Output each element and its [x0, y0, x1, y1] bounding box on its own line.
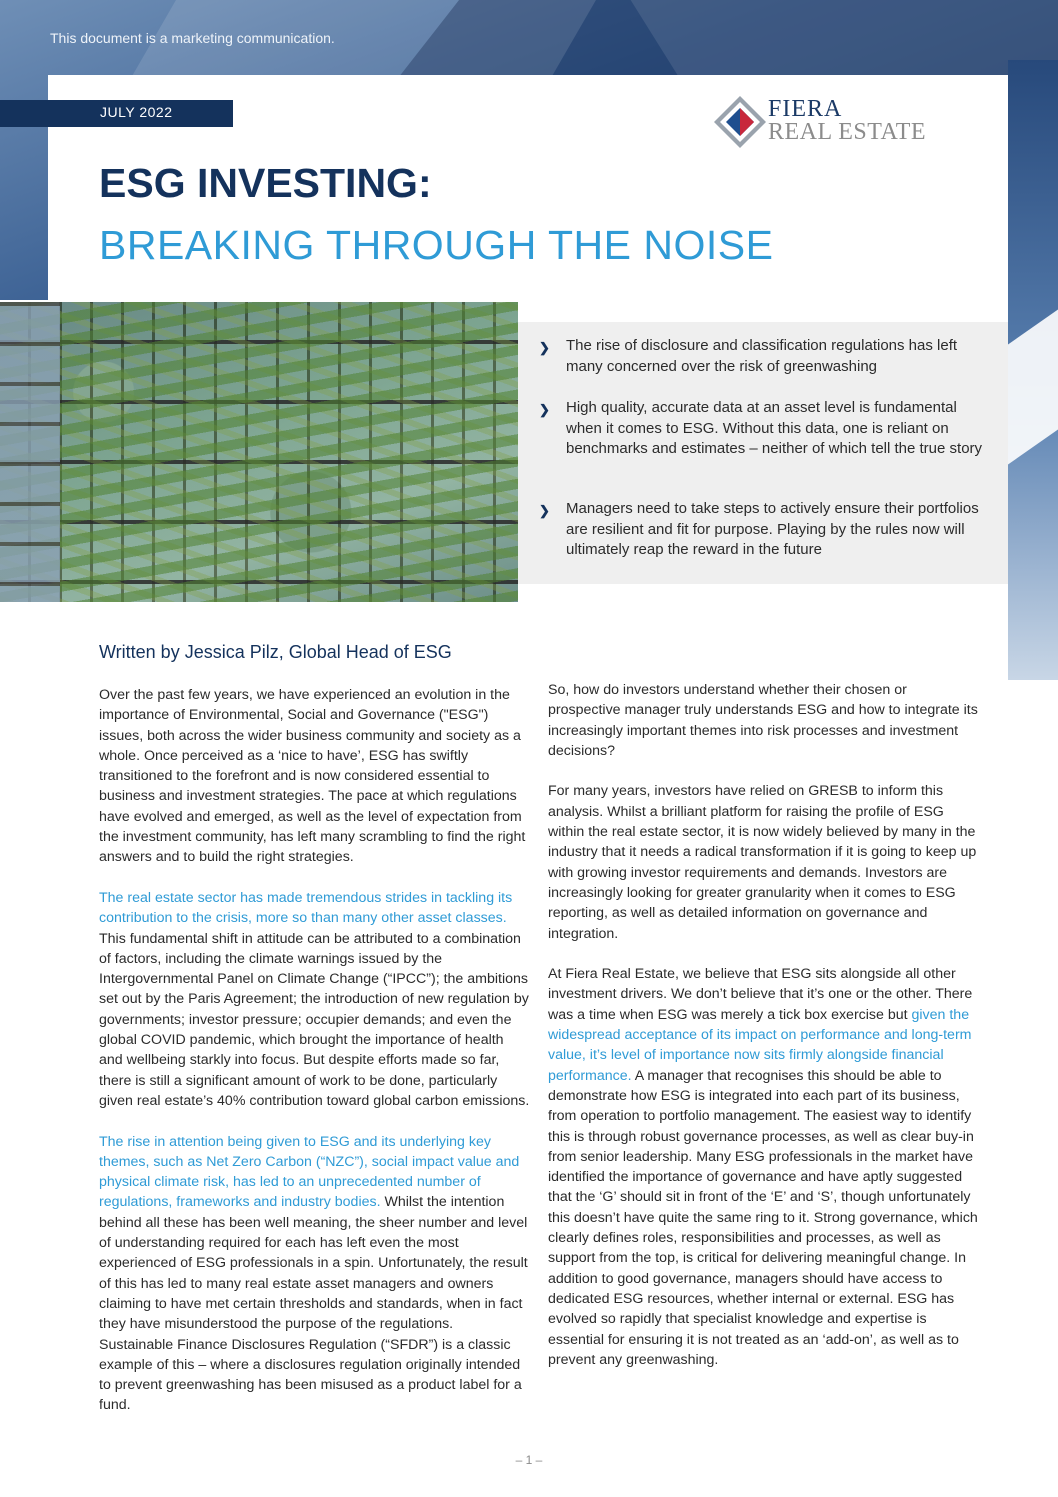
article-column-right: [548, 680, 980, 1390]
chevron-right-icon: ❯: [539, 503, 550, 518]
author-byline: Written by Jessica Pilz, Global Head of ESG: [99, 642, 452, 662]
paragraph: At Fiera Real Estate, we believe that ESG sits alongside all other investment drivers. We don’t believe that it’s one or the other. There was a time when ESG was merely a tick box exercise but given the widespread acceptance of its impact on performance and long-term value, it’s level of importance now sits firmly alongside financial performance. A manager that recognises this should be able to demonstrate how ESG is integrated into each part of its business, from operation to portfolio management. The easiest way to identify this is through robust governance processes, as well as clear buy-in from senior leadership. Many ESG professionals in the market have identified the importance of governance and have aptly suggested that the ‘G’ should sit in front of the ‘E’ and ‘S’, though unfortunately this doesn’t have quite the same ring to it. Strong governance, which clearly defines roles, responsibilities and processes, as well as support from the top, is critical for delivering meaningful change. In addition to good governance, managers should have access to dedicated ESG resources, whether internal or external. ESG has evolved so rapidly that specialist knowledge and expertise is essential for ensuring it is not treated as an ‘add-on’, as well as to prevent any greenwashing.: [548, 966, 978, 1368]
page-title: ESG INVESTING:: [99, 160, 432, 206]
article-column-left: [99, 685, 531, 1436]
key-point: High quality, accurate data at an asset level is fundamental when it comes to ESG. Without this data, one is reliant on benchmarks and estimates – neither of which tell the true story: [566, 399, 983, 457]
key-point: Managers need to take steps to actively ensure their portfolios are resilient and fit for purpose. Playing by the rules now will ultimately reap the reward in the future: [566, 500, 979, 558]
key-point: The rise of disclosure and classification regulations has left many concerned over the risk of greenwashing: [566, 337, 958, 375]
issue-date: JULY 2022: [100, 104, 173, 120]
chevron-right-icon: ❯: [539, 340, 550, 355]
paragraph: Over the past few years, we have experienced an evolution in the importance of Environmental, Social and Governance ("ESG") issues, both across the wider business community and society as a whole. Once perceived as a ‘nice to have’, ESG has swiftly transitioned to the forefront and is now considered essential to business and investment strategies. The pace at which regulations have evolved and emerged, as well as the level of expectation from the investment community, has left many scrambling to find the right answers and to build the right strategies.: [99, 687, 526, 866]
green-building-photo: [0, 302, 518, 602]
page-subtitle: BREAKING THROUGH THE NOISE: [99, 222, 774, 268]
marketing-note: This document is a marketing communication.: [50, 30, 335, 46]
highlighted-text: The rise in attention being given to ESG and its underlying key themes, such as Net Zero Carbon (“NZC”), social impact value and physical climate risk, has led to an unprecedented number of regulations, frameworks and industry bodies.: [99, 1133, 520, 1211]
paragraph: So, how do investors understand whether their chosen or prospective manager truly understands ESG and how to integrate its increasingly important themes into risk processes and investment decisions?: [548, 682, 978, 759]
logo-text-fiera: FIERA: [768, 96, 843, 122]
paragraph: For many years, investors have relied on GRESB to inform this analysis. Whilst a brilliant platform for raising the profile of ESG within the real estate sector, it is now widely believed by many in the industry that it needs a radical transformation if it is going to keep up with growing investor requirements and demands. Investors are increasingly looking for greater granularity when it comes to ESG reporting, as well as detailed information on governance and integration.: [548, 783, 977, 942]
logo-text-real-estate: REAL ESTATE: [768, 119, 927, 145]
chevron-right-icon: ❯: [539, 402, 550, 417]
page-number: – 1 –: [515, 1453, 543, 1467]
highlighted-text: given the widespread acceptance of its impact on performance and long-term value, it’s level of importance now sits firmly alongside financial performance.: [548, 1006, 972, 1084]
paragraph: The real estate sector has made tremendous strides in tackling its contribution to the crisis, more so than many other asset classes. This fundamental shift in attitude can be attributed to a combination of factors, including the climate warnings issued by the Intergovernmental Panel on Climate Change (“IPCC”); the ambitions set out by the Paris Agreement; the introduction of new regulation by governments; investor pressure; occupier demands; and even the global COVID pandemic, which brought the importance of health and wellbeing starkly into focus. But despite efforts made so far, there is still a significant amount of work to be done, particularly given real estate’s 40% contribution toward global carbon emissions.: [99, 889, 530, 1109]
paragraph: The rise in attention being given to ESG and its underlying key themes, such as Net Zero Carbon (“NZC”), social impact value and physical climate risk, has led to an unprecedented number of regulations, frameworks and industry bodies. Whilst the intention behind all these has been well meaning, the sheer number and level of understanding required for each has left even the most experienced of ESG professionals in a spin. Unfortunately, the result of this has led to many real estate asset managers and owners claiming to have met certain thresholds and standards, when in fact they have misunderstood the purpose of the regulations. Sustainable Finance Disclosures Regulation (“SFDR”) is a classic example of this – where a disclosures regulation originally intended to prevent greenwashing has been misused as a product label for a fund.: [99, 1133, 528, 1414]
highlighted-text: The real estate sector has made tremendous strides in tackling its contribution to the crisis, more so than many other asset classes.: [99, 889, 513, 927]
decorative-side-stripe: [1008, 60, 1058, 680]
